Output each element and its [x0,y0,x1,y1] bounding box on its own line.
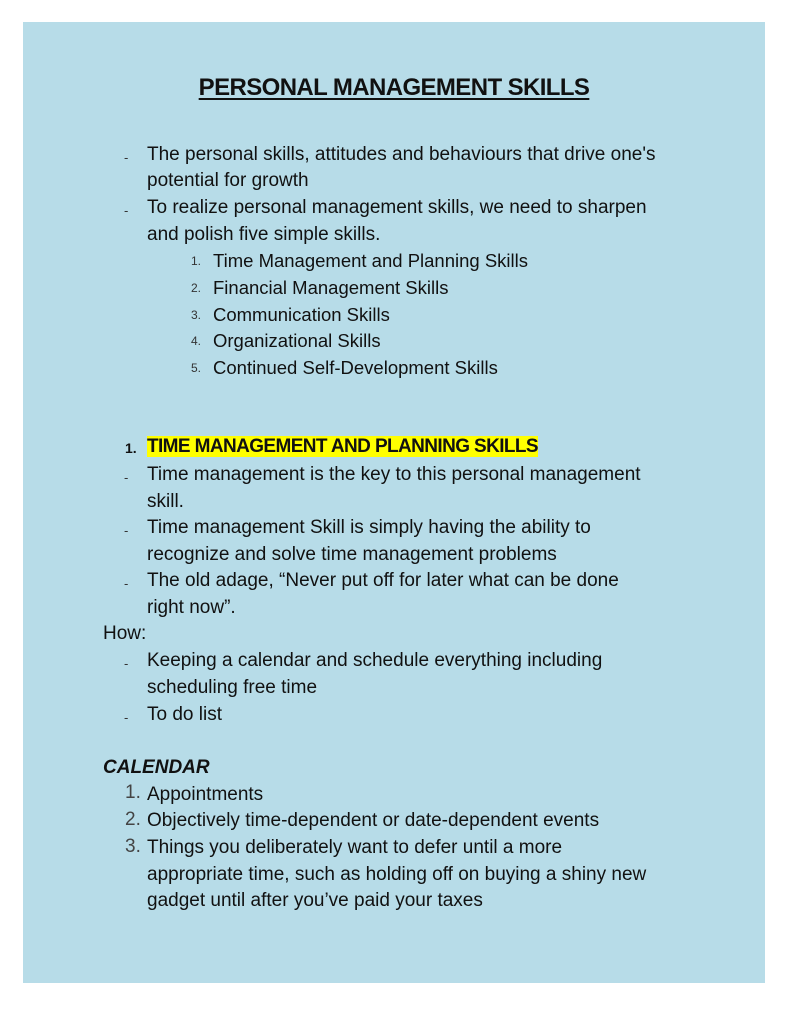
how-text-line: To do list [147,704,222,725]
list-number: 5. [191,361,202,375]
list-number: 1. [125,782,141,803]
list-number: 1. [191,254,202,268]
intro-text-line: To realize personal management skills, we need to sharpen [147,197,647,218]
list-number: 3. [125,836,141,857]
section-heading [147,434,538,461]
calendar-item: gadget until after you’ve paid your taxes [147,890,483,911]
document-page [23,22,765,983]
bullet-dash: - [124,656,129,671]
how-text-line: scheduling free time [147,677,318,698]
bullet-dash: - [124,203,129,218]
calendar-item: Objectively time-dependent or date-dependent events [147,810,600,831]
intro-text-line: and polish five simple skills. [147,224,381,245]
list-number: 2. [125,809,141,830]
bullet-dash: - [124,710,129,725]
how-text-line: Keeping a calendar and schedule everything including [147,650,603,671]
section-text-line: Time management Skill is simply having the ability to [147,517,591,538]
section-number: 1. [125,440,137,456]
how-label: How: [103,623,147,644]
bullet-dash: - [124,150,129,165]
bullet-dash: - [124,470,129,485]
skill-item: Time Management and Planning Skills [213,250,529,271]
calendar-item: Appointments [147,784,264,805]
calendar-item: appropriate time, such as holding off on buying a shiny new [147,864,647,885]
section-text-line: recognize and solve time management problems [147,544,557,565]
skill-item: Financial Management Skills [213,277,449,298]
calendar-item: Things you deliberately want to defer until a more [147,837,563,858]
calendar-heading: CALENDAR [103,757,210,778]
skill-item: Communication Skills [213,304,390,325]
list-number: 3. [191,308,202,322]
page-title: PERSONAL MANAGEMENT SKILLS [198,74,590,101]
list-number: 2. [191,281,202,295]
section-text-line: Time management is the key to this personal management [147,464,641,485]
bullet-dash: - [124,576,129,591]
section-text-line: The old adage, “Never put off for later what can be done [147,570,619,591]
list-number: 4. [191,334,202,348]
section-text-line: skill. [147,491,184,512]
section-text-line: right now”. [147,597,236,618]
bullet-dash: - [124,523,129,538]
intro-text-line: The personal skills, attitudes and behaviours that drive one's [147,144,656,165]
skill-item: Organizational Skills [213,330,381,351]
skill-item: Continued Self-Development Skills [213,357,498,378]
highlighted-heading: TIME MANAGEMENT AND PLANNING SKILLS [147,436,539,457]
intro-text-line: potential for growth [147,170,309,191]
